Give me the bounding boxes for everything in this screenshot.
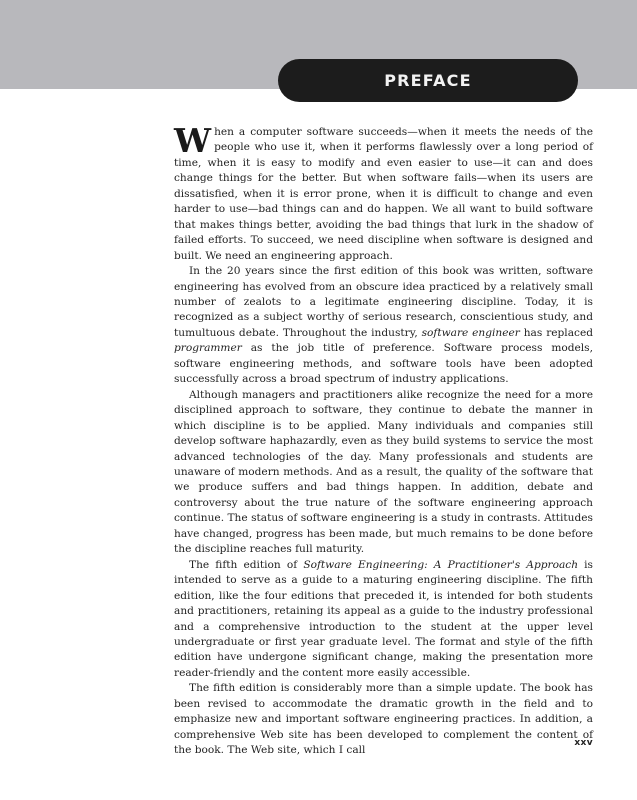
drop-cap: W xyxy=(174,121,212,160)
paragraph-2-text-a: In the 20 years since the first edition of this book was written, software engineering has evolved from an obscure idea practiced by a relatively small number of zealots to a legitimate engineering discipline. Today, it is recognized as a subject worthy of serious research, conscientious study, and tumultuous debate. Throughout the industry, xyxy=(174,265,593,339)
paragraph-3: Although managers and practitioners alike recognize the need for a more disciplined approach to software, they continue to debate the manner in which discipline is to be applied. Many individuals and companies still develop software haphazardly, even as they build systems to service the most advanced technologies of the day. Many professionals and students are unaware of modern methods. And as a result, the quality of the software that we produce suffers and bad things happen. In addition, debate and controversy about the true nature of the software engineering approach continue. The status of software engineering is a study in contrasts. Attitudes have changed, progress has been made, but much remains to be done before the discipline reaches full maturity. xyxy=(174,388,593,556)
emphasis-programmer: programmer xyxy=(174,342,242,355)
page-number: xxv xyxy=(574,738,593,748)
paragraph-2-text-b: has replaced xyxy=(519,326,593,339)
paragraph-1 xyxy=(174,121,593,264)
paragraph-4-text-a: The fifth edition of xyxy=(189,558,304,571)
paragraph-4 xyxy=(174,558,593,682)
title-banner xyxy=(278,59,578,102)
paragraph-4-text-b: is intended to serve as a guide to a maturing engineering discipline. The fifth edition, like the four editions that preceded it, is intended for both students and practitioners, retaining its appeal as a guide to the industry professional and a comprehensive introduction to the student at the upper level undergraduate or first year graduate level. The format and style of the fifth edition have undergone significant change, making the presentation more reader-friendly and the content more easily accessible. xyxy=(174,558,593,679)
paragraph-5: The fifth edition is considerably more than a simple update. The book has been revised to accommodate the dramatic growth in the field and to emphasize new and important software engineering practices. In addition, a comprehensive Web site has been developed to complement the content of the book. The Web site, which I call xyxy=(174,682,593,757)
paragraph-2 xyxy=(174,264,593,388)
paragraph-1-text: hen a computer software succeeds—when it meets the needs of the people who use it, when it performs flawlessly over a long period of time, when it is easy to modify and even easier to use—it can and does change things for the better. But when software fails—when its users are dissatisfied, when it is error prone, when it is difficult to change and even harder to use—bad things can and do happen. We all want to build software that makes things better, avoiding the bad things that lurk in the shadow of failed efforts. To succeed, we need discipline when software is designed and built. We need an engineering approach. xyxy=(174,126,593,262)
paragraph-2-text-c: as the job title of preference. Software process models, software engineering methods, and software tools have been adopted successfully across a broad spectrum of industry applications. xyxy=(174,342,593,386)
emphasis-software-engineer: software engineer xyxy=(421,326,520,339)
page-title: PREFACE xyxy=(384,71,472,90)
body-text xyxy=(174,121,593,759)
emphasis-book-title: Software Engineering: A Practitioner's Approach xyxy=(303,558,579,571)
